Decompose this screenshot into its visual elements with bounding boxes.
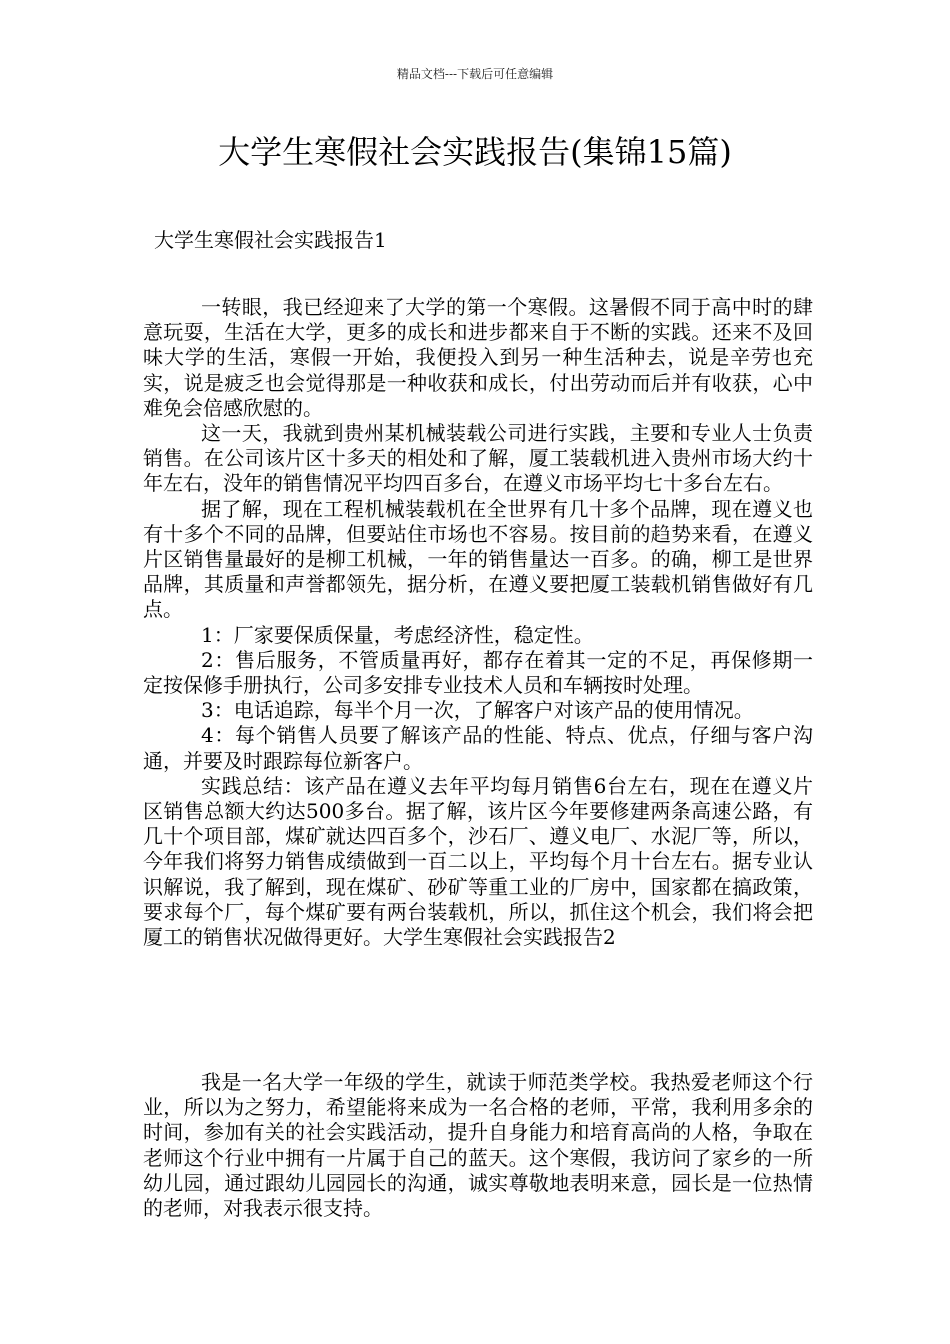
list-item: 3：电话追踪，每半个月一次，了解客户对该产品的使用情况。 (201, 698, 754, 723)
paragraph: 我是一名大学一年级的学生，就读于师范类学校。我热爱老师这个行业，所以为之努力，希望能将来成为一名合格的老师，平常，我利用多余的时间，参加有关的社会实践活动，提升自身能力和培育高尚的人格，争取在老师这个行业中拥有一片属于自己的蓝天。这个寒假，我访问了家乡的一所幼儿园，通过跟幼儿园园长的沟通，诚实尊敬地表明来意，园长是一位热情的老师，对我表示很支持。 (143, 1070, 813, 1221)
list-item: 2：售后服务，不管质量再好，都存在着其一定的不足，再保修期一定按保修手册执行，公司多安排专业技术人员和车辆按时处理。 (143, 647, 813, 698)
section-2-body (143, 1070, 813, 1221)
paragraph: 实践总结：该产品在遵义去年平均每月销售6台左右，现在在遵义片区销售总额大约达500多台。据了解，该片区今年要修建两条高速公路，有几十个项目部，煤矿就达四百多个，沙石厂、遵义电厂、水泥厂等，所以，今年我们将努力销售成绩做到一百二以上，平均每个月十台左右。据专业认识解说，我了解到，现在煤矿、砂矿等重工业的厂房中，国家都在搞政策，要求每个厂，每个煤矿要有两台装载机，所以，抓住这个机会，我们将会把厦工的销售状况做得更好。大学生寒假社会实践报告2 (143, 773, 813, 950)
list-item: 4：每个销售人员要了解该产品的性能、特点、优点，仔细与客户沟通，并要及时跟踪每位新客户。 (143, 723, 813, 773)
document-title: 大学生寒假社会实践报告(集锦15篇) (218, 133, 732, 171)
header-note: 精品文档---下载后可任意编辑 (396, 67, 554, 81)
list-item: 1：厂家要保质保量，考虑经济性，稳定性。 (201, 622, 594, 647)
section-heading: 大学生寒假社会实践报告1 (154, 228, 387, 252)
paragraph: 一转眼，我已经迎来了大学的第一个寒假。这暑假不同于高中时的肆意玩耍，生活在大学，更多的成长和进步都来自于不断的实践。还来不及回味大学的生活，寒假一开始，我便投入到另一种生活种去，说是辛劳也充实，说是疲乏也会觉得那是一种收获和成长，付出劳动而后并有收获，心中难免会倍感欣慰的。 (143, 295, 813, 420)
paragraph: 据了解，现在工程机械装载机在全世界有几十多个品牌，现在遵义也有十多个不同的品牌，但要站住市场也不容易。按目前的趋势来看，在遵义片区销售量最好的是柳工机械，一年的销售量达一百多。的确，柳工是世界品牌，其质量和声誉都领先，据分析，在遵义要把厦工装载机销售做好有几点。 (143, 496, 813, 622)
paragraph: 这一天，我就到贵州某机械装载公司进行实践，主要和专业人士负责销售。在公司该片区十多天的相处和了解，厦工装载机进入贵州市场大约十年左右，没年的销售情况平均四百多台，在遵义市场平均七十多台左右。 (143, 421, 813, 496)
section-1-body (143, 295, 813, 950)
